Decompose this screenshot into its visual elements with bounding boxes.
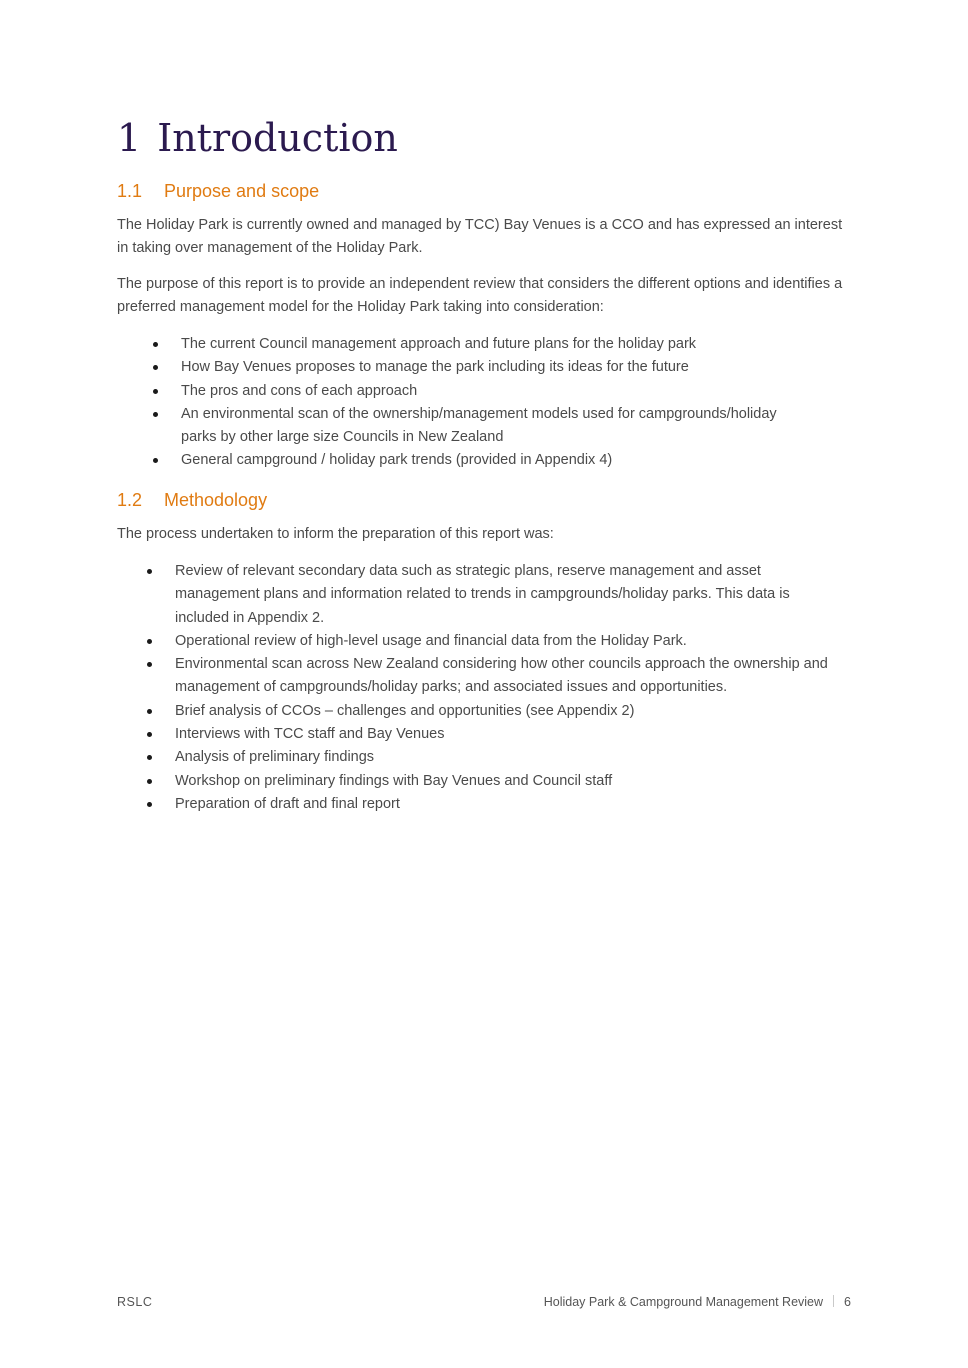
paragraph-process: The process undertaken to inform the preparation of this report was:	[117, 526, 554, 542]
paragraph-ownership: The Holiday Park is currently owned and managed by TCC) Bay Venues is a CCO and has expressed an interest in taking over management of the Holiday Park.	[117, 217, 843, 257]
footer-document-info	[544, 1293, 851, 1311]
chapter-number: 1	[117, 116, 142, 160]
list-item: Review of relevant secondary data such as strategic plans, reserve management and asset management plans and information related to trends in campgrounds/holiday parks. This data is included in Appendix 2.	[175, 560, 845, 630]
list-item: How Bay Venues proposes to manage the park including its ideas for the future	[181, 356, 781, 379]
footer-divider	[833, 1295, 834, 1307]
purpose-bullet-list	[181, 333, 781, 473]
section-number: 1.1	[117, 181, 143, 201]
section-title: Purpose and scope	[164, 181, 320, 201]
footer-document-title: Holiday Park & Campground Management Review	[543, 1295, 824, 1309]
chapter-heading	[117, 112, 398, 164]
section-title: Methodology	[164, 490, 268, 510]
list-item: Analysis of preliminary findings	[175, 746, 845, 769]
list-item: Workshop on preliminary findings with Bay Venues and Council staff	[175, 770, 845, 793]
list-item: Operational review of high-level usage and financial data from the Holiday Park.	[175, 630, 845, 653]
list-item: An environmental scan of the ownership/management models used for campgrounds/holiday parks by other large size Councils in New Zealand	[181, 403, 781, 450]
list-item: The current Council management approach and future plans for the holiday park	[181, 333, 781, 356]
page-number: 6	[844, 1295, 851, 1309]
section-number: 1.2	[117, 490, 143, 510]
list-item: Environmental scan across New Zealand considering how other councils approach the ownership and management of campgrounds/holiday parks; and associated issues and opportunities.	[175, 653, 845, 700]
list-item: The pros and cons of each approach	[181, 380, 781, 403]
list-item: Interviews with TCC staff and Bay Venues	[175, 723, 845, 746]
list-item: General campground / holiday park trends (provided in Appendix 4)	[181, 449, 781, 472]
footer-org-name: RSLC	[117, 1295, 153, 1309]
list-item: Brief analysis of CCOs – challenges and opportunities (see Appendix 2)	[175, 700, 845, 723]
paragraph-report-purpose: The purpose of this report is to provide an independent review that considers the different options and identifies a preferred management model for the Holiday Park taking into consideration:	[117, 276, 843, 316]
section-heading-methodology	[117, 488, 267, 512]
list-item: Preparation of draft and final report	[175, 793, 845, 816]
chapter-title: Introduction	[157, 116, 398, 160]
methodology-bullet-list	[175, 560, 845, 816]
section-heading-purpose	[117, 179, 319, 203]
